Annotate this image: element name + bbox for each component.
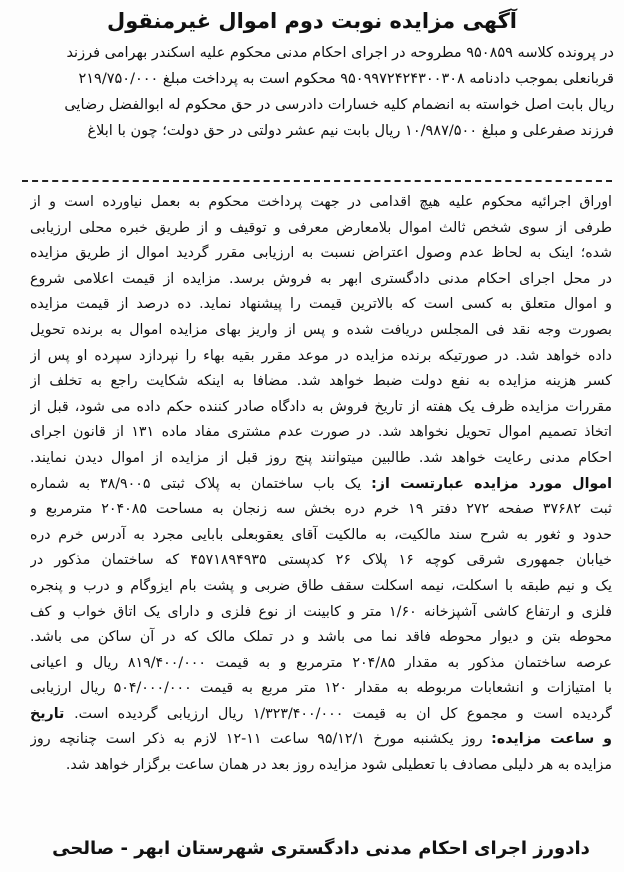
body-line: بصورت وجه نقد فی المجلس دریافت شده و پس از واریز بهای مزایده اموال به برنده تحویل — [30, 321, 612, 338]
intro-paragraph — [8, 40, 614, 144]
property-line — [30, 702, 612, 728]
body-line: و اموال متعلق به کسی است که بالاترین قیمت را پیشنهاد نماید. ده درصد از قیمت مزایده — [30, 296, 612, 313]
body-line: اوراق اجرائیه محکوم علیه هیچ اقدامی در جهت پرداخت محکوم به بعمل نیاورده است و از — [30, 194, 612, 210]
property-line: عرصه ساختمان مذکور به مقدار ۲۰۴/۸۵ مترمربع و به قیمت ۸۱۹/۴۰۰/۰۰۰ ریال و اعیانی — [30, 654, 612, 671]
property-line — [30, 472, 612, 498]
body-line: کسر هزینه مزایده به نفع دولت ضبط خواهد شد. مضافا به اینکه شکایت راجع به تخلف از — [30, 373, 612, 390]
body-line: اتخاذ تصمیم اموال تحویل نخواهد شد. در صورت عدم مشتری مفاد ماده ۱۳۱ از قانون اجرای — [30, 424, 612, 441]
body-line: داده خواهد شد. در صورتیکه برنده مزایده در موعد مقرر بقیه بهاء را نپردازد سپرده او پس از — [30, 347, 612, 364]
notice-body — [30, 190, 612, 779]
property-line: خیابان جمهوری شرقی کوچه ۱۶ پلاک ۲۶ کدپستی ۴۵۷۱۸۹۴۹۳۵ که ساختمان مذکور در — [30, 552, 612, 569]
property-line: یک و نیم طبقه با اسکلت، نیمه اسکلت سقف طاق ضربی و پشت بام ایزوگام و درب و پنجره — [30, 577, 612, 594]
time-line-start: روز یکشنبه مورخ ۹۵/۱۲/۱ ساعت ۱۱-۱۲ لازم به ذکر است چنانچه روز — [30, 731, 492, 748]
property-line: ثبت ۳۷۶۸۲ صفحه ۲۷۲ دفتر ۱۹ خرم دره بخش سه زنجان به مساحت ۲۰۴۰۸۵ مترمربع و — [30, 501, 612, 518]
time-heading-part1: تاریخ — [30, 705, 75, 722]
notice-title: آگهی مزایده نوبت دوم اموال غیرمنقول — [107, 9, 517, 33]
intro-line: قربانعلی بموجب دادنامه ۹۵۰۹۹۷۲۴۲۴۳۰۰۳۰۸ محکوم است به پرداخت مبلغ ۲۱۹/۷۵۰/۰۰۰ — [78, 71, 614, 87]
time-line — [30, 727, 612, 753]
time-line: مزایده به هر دلیلی مصادف با تعطیلی شود مزایده روز بعد در همان ساعت برگزار خواهد شد. — [65, 757, 612, 774]
intro-line: ریال بابت اصل خواسته به انضمام کلیه خسارات دادرسی در حق محکوم له ابوالفضل رضایی — [64, 97, 614, 113]
body-line: طرفی از سوی شخص ثالث اموال بلامعارض معرفی و توقیف و از طریق خبره محلی ارزیابی — [30, 219, 612, 236]
property-line: فلزی و ارتفاع کاشی آشپزخانه ۱/۶۰ متر و کابینت از نوع فلزی و دارای یک اتاق خواب و کف — [30, 603, 612, 620]
intro-line: فرزند صفرعلی و مبلغ ۱۰/۹۸۷/۵۰۰ ریال بابت نیم عشر دولتی در حق دولت؛ چون با ابلاغ — [87, 123, 614, 139]
property-line: حدود و ثغور به شرح سند مالکیت، به مالکیت آقای یعقوبعلی بابایی مجرد به آدرس خرم دره — [30, 526, 612, 543]
property-line-end: گردیده است و مجموع کل ان به قیمت ۱/۳۲۳/۴۰۰/۰۰۰ ریال ارزیابی گردیده است. — [74, 705, 612, 722]
body-line: شده؛ اینک به لحاظ عدم وصول اعتراض نسبت به ارزیابی مقرر گردید اموال از طریق مزایده — [30, 245, 612, 262]
property-line-start: یک باب ساختمان به پلاک ثبتی ۳۸/۹۰۰۵ به شماره — [30, 475, 372, 492]
property-heading: اموال مورد مزایده عبارتست از: — [371, 475, 612, 492]
notice-signature: دادورز اجرای احکام مدنی دادگستری شهرستان ابهر - صالحی — [52, 838, 590, 859]
dashed-separator — [22, 180, 612, 182]
body-line: مقررات مزایده ظرف یک هفته از تاریخ فروش به دادگاه صادر کننده حکم داده می شود، قبل از — [30, 398, 612, 415]
body-line: احکام مدنی رعایت خواهد شد. طالبین میتوانند پنج روز قبل از مزایده از اموال دیدن نمایند. — [30, 449, 612, 466]
property-line: محوطه بتن و دیوار محوطه فاقد نما می باشد و در تملک مالک که در آن ساکن می باشد. — [30, 629, 612, 646]
body-line: در محل اجرای احکام مدنی دادگستری ابهر به فروش برسد. مزایده از قیمت اعلامی شروع — [30, 270, 612, 287]
property-line: با امتیازات و انشعابات مربوطه به مقدار ۱۲۰ متر مربع به قیمت ۵۰۴/۰۰۰/۰۰۰ ریال ارزیابی — [30, 680, 612, 697]
intro-line: در پرونده کلاسه ۹۵۰۸۵۹ مطروحه در اجرای احکام مدنی محکوم علیه اسکندر بهرامی فرزند — [66, 45, 614, 61]
time-heading-part2: و ساعت مزایده: — [491, 731, 612, 748]
